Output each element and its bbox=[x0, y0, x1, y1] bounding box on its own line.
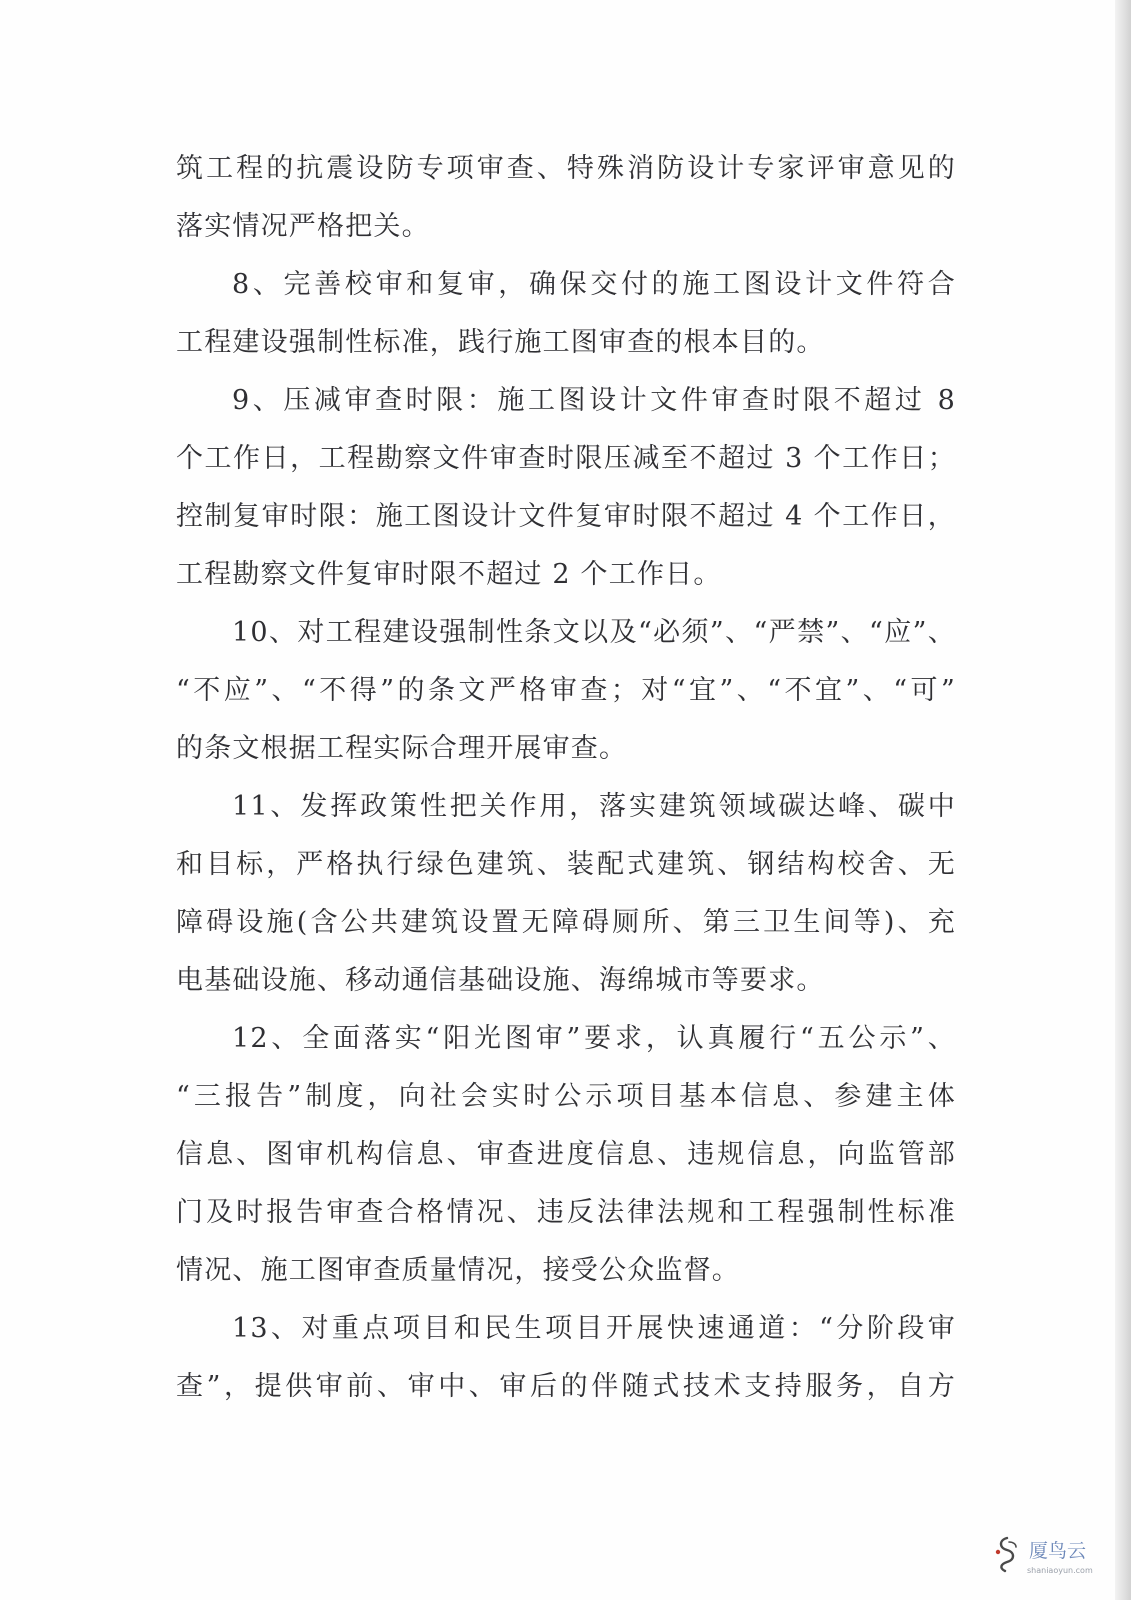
text-line: “不应”、“不得”的条文严格审查；对“宜”、“不宜”、“可” bbox=[176, 675, 956, 706]
bird-logo-icon bbox=[989, 1534, 1025, 1574]
text-line: 筑工程的抗震设防专项审查、特殊消防设计专家评审意见的 bbox=[176, 153, 956, 184]
text-line: 个工作日，工程勘察文件审查时限压减至不超过 3 个工作日； bbox=[176, 443, 956, 474]
text-line: 电基础设施、移动通信基础设施、海绵城市等要求。 bbox=[176, 965, 825, 996]
document-body bbox=[176, 140, 956, 1416]
paragraph-8-start: 8、完善校审和复审，确保交付的施工图设计文件符合 bbox=[232, 269, 956, 300]
text-line: 工程建设强制性标准，践行施工图审查的根本目的。 bbox=[176, 327, 825, 358]
text-line: 控制复审时限：施工图设计文件复审时限不超过 4 个工作日， bbox=[176, 501, 956, 532]
paragraph-12-start: 12、全面落实“阳光图审”要求，认真履行“五公示”、 bbox=[232, 1023, 956, 1054]
text-line: 信息、图审机构信息、审查进度信息、违规信息，向监管部 bbox=[176, 1139, 956, 1170]
paragraph-11-start: 11、发挥政策性把关作用，落实建筑领域碳达峰、碳中 bbox=[232, 791, 956, 822]
text-line: 工程勘察文件复审时限不超过 2 个工作日。 bbox=[176, 559, 722, 590]
page-edge-shadow bbox=[1115, 0, 1131, 1600]
watermark bbox=[989, 1532, 1109, 1586]
text-line: 落实情况严格把关。 bbox=[176, 211, 430, 242]
text-line: 和目标，严格执行绿色建筑、装配式建筑、钢结构校舍、无 bbox=[176, 849, 956, 880]
watermark-brand: 厦鸟云 bbox=[1029, 1540, 1087, 1562]
paragraph-10-start: 10、对工程建设强制性条文以及“必须”、“严禁”、“应”、 bbox=[232, 617, 956, 648]
text-line: 查”，提供审前、审中、审后的伴随式技术支持服务，自方 bbox=[176, 1371, 956, 1402]
text-line: 障碍设施(含公共建筑设置无障碍厕所、第三卫生间等)、充 bbox=[176, 907, 956, 938]
text-line: 门及时报告审查合格情况、违反法律法规和工程强制性标准 bbox=[176, 1197, 956, 1228]
text-line: 的条文根据工程实际合理开展审查。 bbox=[176, 733, 628, 764]
watermark-url: shaniaoyun.com bbox=[1027, 1566, 1093, 1575]
text-line: “三报告”制度，向社会实时公示项目基本信息、参建主体 bbox=[176, 1081, 956, 1112]
text-line: 情况、施工图审查质量情况，接受公众监督。 bbox=[176, 1255, 740, 1286]
paragraph-9-start: 9、压减审查时限：施工图设计文件审查时限不超过 8 bbox=[232, 385, 956, 416]
paragraph-13-start: 13、对重点项目和民生项目开展快速通道：“分阶段审 bbox=[232, 1313, 956, 1344]
